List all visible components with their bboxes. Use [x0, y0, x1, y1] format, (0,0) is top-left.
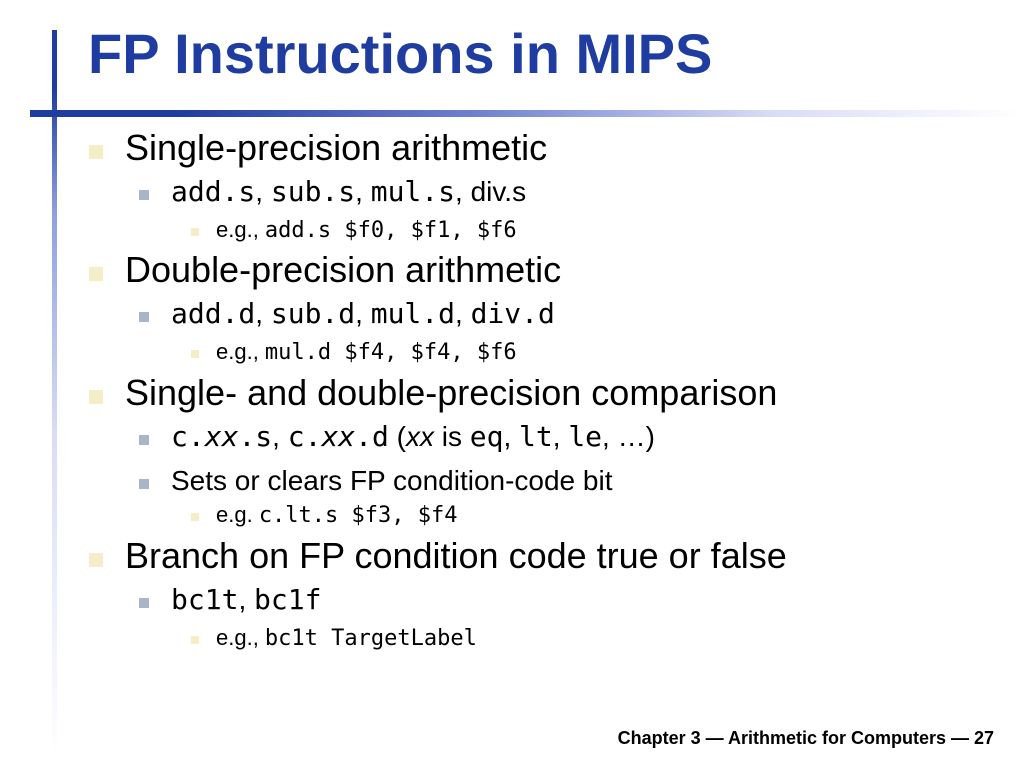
- bullet-text: ,: [255, 176, 271, 207]
- bullet-marker-icon: [139, 312, 149, 322]
- bullet-text: e.g.: [216, 502, 259, 527]
- bullet-text: Branch on FP condition code true or false: [125, 535, 787, 576]
- code-text: mul.d: [370, 297, 456, 330]
- bullet-item-level-1: [125, 128, 547, 168]
- bullet-text: ,: [255, 298, 271, 329]
- code-text: xx: [204, 420, 239, 453]
- slide-footer: Chapter 3 — Arithmetic for Computers — 27: [617, 728, 994, 748]
- bullet-item-level-2: [171, 298, 555, 330]
- bullet-marker-icon: [89, 145, 103, 159]
- bullet-text: e.g.,: [216, 625, 265, 650]
- code-text: add.s: [171, 175, 256, 208]
- code-text: le: [568, 420, 603, 453]
- code-text: c.: [287, 420, 322, 453]
- bullet-marker-icon: [139, 598, 149, 608]
- bullet-text: Single-precision arithmetic: [125, 127, 548, 168]
- bullet-marker-icon: [139, 479, 149, 489]
- bullet-text: (: [388, 421, 406, 452]
- code-text: add.d: [171, 297, 256, 330]
- bullet-marker-icon: [191, 636, 199, 644]
- bullet-item-level-1: [125, 373, 777, 413]
- bullet-marker-icon: [89, 553, 103, 567]
- code-text: .s: [238, 420, 273, 453]
- bullet-marker-icon: [191, 350, 199, 358]
- bullet-marker-icon: [89, 390, 103, 404]
- code-text: xx: [321, 420, 356, 453]
- bullet-item-level-1: [125, 536, 787, 576]
- bullet-item-level-2: [171, 584, 321, 616]
- code-text: add.s $f0, $f1, $f6: [264, 218, 517, 243]
- bullet-text: Single- and double-precision comparison: [125, 372, 778, 413]
- bullet-item-level-3: [216, 625, 477, 652]
- bullet-text: ,: [552, 421, 569, 452]
- code-text: lt: [519, 420, 553, 453]
- bullet-item-level-3: [216, 339, 517, 366]
- code-text: sub.s: [270, 175, 356, 208]
- bullet-item-level-2: [171, 465, 612, 497]
- bullet-item-level-2: [171, 176, 526, 208]
- bullet-item-level-2: [171, 421, 655, 453]
- code-text: c.: [171, 420, 205, 453]
- bullet-text: ,: [455, 298, 471, 329]
- bullet-item-level-3: [216, 502, 458, 529]
- code-text: .d: [355, 420, 389, 453]
- bullet-text: ,: [238, 584, 254, 615]
- slide-title: FP Instructions in MIPS: [88, 22, 713, 85]
- code-text: bc1f: [254, 583, 322, 616]
- code-text: mul.s: [370, 175, 456, 208]
- bullet-text: xx: [405, 421, 434, 452]
- code-text: bc1t: [171, 583, 239, 616]
- bullet-text: ,: [503, 421, 520, 452]
- bullet-item-level-3: [216, 217, 517, 244]
- bullet-item-level-1: [125, 250, 561, 290]
- code-text: bc1t TargetLabel: [264, 626, 477, 651]
- bullet-marker-icon: [89, 267, 103, 281]
- bullet-text: ,: [272, 421, 288, 452]
- bullet-text: , …): [602, 421, 655, 452]
- title-horizontal-rule: [30, 110, 1020, 117]
- bullet-text: ,: [355, 298, 371, 329]
- bullet-text: Sets or clears FP condition-code bit: [171, 465, 613, 496]
- bullet-marker-icon: [139, 190, 149, 200]
- bullet-text: ,: [355, 176, 371, 207]
- bullet-text: e.g.,: [216, 339, 265, 364]
- code-text: div.d: [470, 297, 555, 330]
- bullet-marker-icon: [191, 228, 199, 236]
- code-text: c.lt.s $f3, $f4: [258, 503, 458, 528]
- bullet-text: e.g.,: [216, 217, 265, 242]
- bullet-marker-icon: [139, 435, 149, 445]
- bullet-marker-icon: [191, 513, 199, 521]
- bullet-text: is: [433, 421, 470, 452]
- code-text: eq: [469, 420, 504, 453]
- code-text: mul.d $f4, $f4, $f6: [264, 340, 517, 365]
- bullet-text: , div.s: [455, 176, 527, 207]
- bullet-text: Double-precision arithmetic: [125, 249, 562, 290]
- code-text: sub.d: [270, 297, 356, 330]
- title-vertical-rule: [52, 30, 57, 760]
